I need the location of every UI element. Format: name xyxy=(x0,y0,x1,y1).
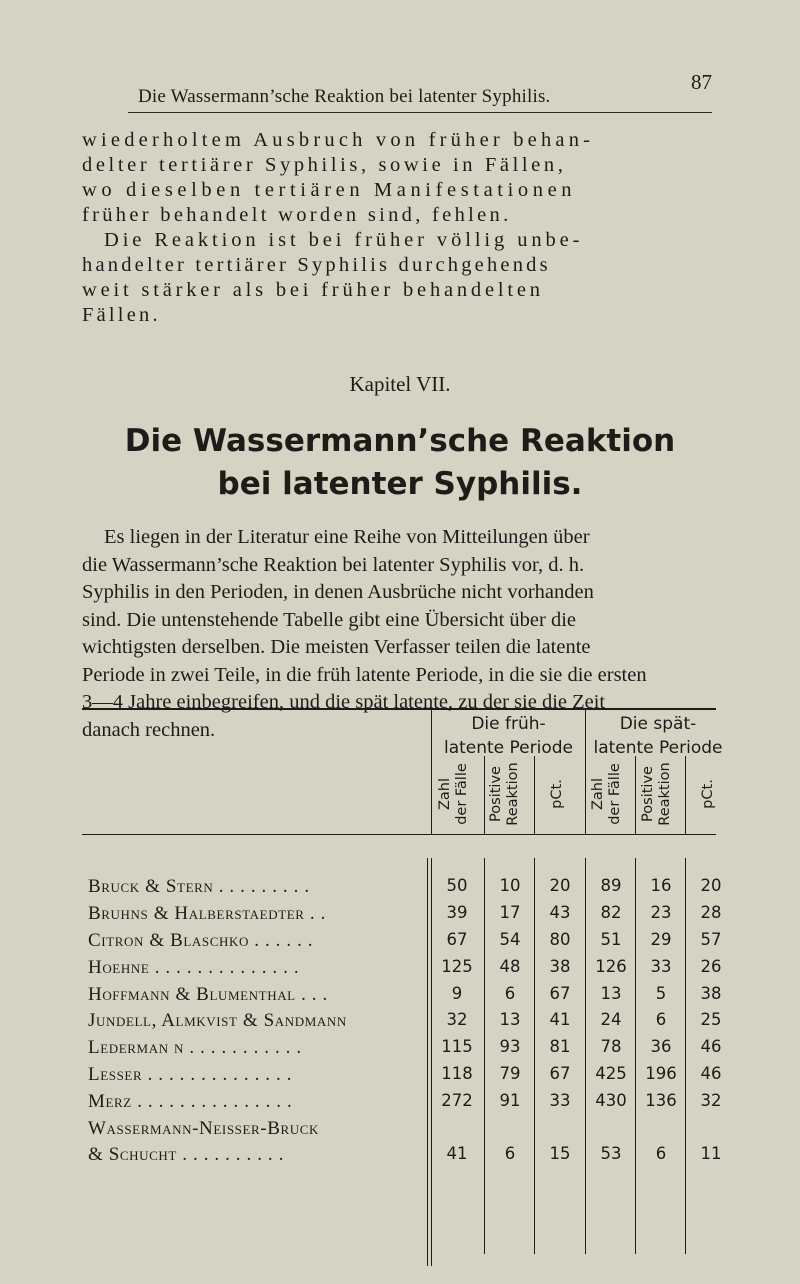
row-value: 26 xyxy=(700,957,722,976)
col-header-text: Reaktion xyxy=(505,762,521,826)
row-value: 81 xyxy=(549,1037,571,1056)
header-rule xyxy=(128,112,712,113)
row-value: 41 xyxy=(446,1144,468,1163)
table-divider xyxy=(484,756,485,834)
table-row xyxy=(82,930,722,958)
col-header-text: Zahl xyxy=(437,777,453,811)
body-line: 3—4 Jahre einbegreifen, und die spät latente, zu der sie die Zeit xyxy=(82,691,606,713)
row-value: 39 xyxy=(446,903,468,922)
row-value: 5 xyxy=(655,984,667,1003)
row-value: 136 xyxy=(645,1091,677,1110)
col-header-text: pCt. xyxy=(549,779,565,809)
table-row xyxy=(82,984,722,1012)
row-value: 79 xyxy=(499,1064,521,1083)
row-value: 24 xyxy=(600,1010,622,1029)
row-value: 6 xyxy=(504,1144,516,1163)
table-row xyxy=(82,1010,722,1038)
col-header-zahl-late xyxy=(590,755,630,833)
row-value: 118 xyxy=(441,1064,473,1083)
group-header-late-line2: latente Periode xyxy=(593,738,723,758)
row-value: 430 xyxy=(595,1091,627,1110)
intro-line: delter tertiärer Syphilis, sowie in Fällen, xyxy=(82,154,567,176)
group-header-early-line1: Die früh- xyxy=(471,714,546,734)
row-value: 25 xyxy=(700,1010,722,1029)
row-author: Hoehne . . . . . . . . . . . . . . xyxy=(88,957,300,978)
row-value: 23 xyxy=(650,903,672,922)
row-value: 17 xyxy=(499,903,521,922)
col-header-text: Positive xyxy=(640,766,656,822)
row-value: 32 xyxy=(700,1091,722,1110)
col-header-text: der Fälle xyxy=(607,763,623,825)
row-value: 32 xyxy=(446,1010,468,1029)
body-line: Periode in zwei Teile, in die früh latente Periode, in die sie die ersten xyxy=(82,663,647,686)
row-value: 53 xyxy=(600,1144,622,1163)
row-value: 78 xyxy=(600,1037,622,1056)
row-value: 50 xyxy=(446,876,468,895)
intro-line: handelter tertiärer Syphilis durchgehends xyxy=(82,254,551,276)
table-header-rule xyxy=(82,834,716,835)
table-row xyxy=(82,1118,722,1146)
row-value: 15 xyxy=(549,1144,571,1163)
page-number: 87 xyxy=(691,70,712,94)
table-divider xyxy=(685,756,686,834)
intro-line: Die Reaktion ist bei früher völlig unbe- xyxy=(104,229,584,251)
data-table xyxy=(82,708,722,1268)
running-title: Die Wassermann’sche Reaktion bei latenter Syphilis. xyxy=(138,86,551,107)
row-value: 80 xyxy=(549,930,571,949)
row-value: 67 xyxy=(446,930,468,949)
row-value: 126 xyxy=(595,957,627,976)
table-divider xyxy=(635,756,636,834)
row-value: 9 xyxy=(451,984,463,1003)
intro-line: wiederholtem Ausbruch von früher behan- xyxy=(82,129,595,151)
intro-line: wo dieselben tertiären Manifestationen xyxy=(82,179,577,201)
row-value: 89 xyxy=(600,876,622,895)
body-line: Es liegen in der Literatur eine Reihe von Mitteilungen über xyxy=(104,526,590,548)
body-line: die Wassermann’sche Reaktion bei latenter Syphilis vor, d. h. xyxy=(82,553,585,576)
row-value: 10 xyxy=(499,876,521,895)
row-author: Bruhns & Halberstaedter . . xyxy=(88,903,326,924)
row-value: 82 xyxy=(600,903,622,922)
row-value: 41 xyxy=(549,1010,571,1029)
row-author: Wassermann-Neisser-Bruck xyxy=(88,1118,320,1139)
row-value: 115 xyxy=(441,1037,473,1056)
intro-line: weit stärker als bei früher behandelten xyxy=(82,279,544,301)
body-line: wichtigsten derselben. Die meisten Verfasser teilen die latente xyxy=(82,636,591,658)
table-divider xyxy=(534,756,535,834)
table-row xyxy=(82,957,722,985)
row-value: 51 xyxy=(600,930,622,949)
row-author: Lederman n . . . . . . . . . . . xyxy=(88,1037,302,1058)
row-value: 28 xyxy=(700,903,722,922)
chapter-title-line1: Die Wassermann’sche Reaktion xyxy=(124,423,676,459)
row-value: 57 xyxy=(700,930,722,949)
row-value: 6 xyxy=(655,1010,667,1029)
body-line: Syphilis in den Perioden, in denen Ausbrüche nicht vorhanden xyxy=(82,581,594,603)
row-value: 425 xyxy=(595,1064,627,1083)
col-header-text: Positive xyxy=(488,766,504,822)
table-row xyxy=(82,876,722,904)
row-author: Hoffmann & Blumenthal . . . xyxy=(88,984,328,1005)
col-header-text: pCt. xyxy=(700,779,716,809)
row-value: 54 xyxy=(499,930,521,949)
group-header-early-line2: latente Periode xyxy=(443,738,574,758)
group-header-late-line1: Die spät- xyxy=(619,714,697,734)
table-top-rule xyxy=(82,708,716,710)
row-value: 196 xyxy=(645,1064,677,1083)
table-row xyxy=(82,1037,722,1065)
row-value: 46 xyxy=(700,1064,722,1083)
row-value: 6 xyxy=(504,984,516,1003)
row-value: 29 xyxy=(650,930,672,949)
row-value: 16 xyxy=(650,876,672,895)
row-value: 91 xyxy=(499,1091,521,1110)
col-header-zahl-early xyxy=(437,755,477,833)
row-value: 13 xyxy=(600,984,622,1003)
row-value: 46 xyxy=(700,1037,722,1056)
row-value: 33 xyxy=(650,957,672,976)
row-value: 48 xyxy=(499,957,521,976)
body-line: danach rechnen. xyxy=(82,718,216,741)
row-author: Bruck & Stern . . . . . . . . . xyxy=(88,876,310,897)
group-header-late xyxy=(582,712,734,760)
row-value: 20 xyxy=(700,876,722,895)
col-header-positive-late xyxy=(640,755,680,833)
row-author: & Schucht . . . . . . . . . . xyxy=(88,1144,284,1165)
col-header-text: der Fälle xyxy=(454,763,470,825)
body-line: sind. Die untenstehende Tabelle gibt eine Übersicht über die xyxy=(82,608,577,631)
row-value: 20 xyxy=(549,876,571,895)
row-value: 6 xyxy=(655,1144,667,1163)
row-author: Merz . . . . . . . . . . . . . . . xyxy=(88,1091,293,1112)
row-value: 36 xyxy=(650,1037,672,1056)
chapter-label: Kapitel VII. xyxy=(349,372,451,396)
running-header xyxy=(128,70,712,114)
row-value: 33 xyxy=(549,1091,571,1110)
row-author: Jundell, Almkvist & Sandmann xyxy=(88,1010,347,1031)
row-value: 93 xyxy=(499,1037,521,1056)
intro-paragraph xyxy=(82,128,722,328)
col-header-positive-early xyxy=(488,755,528,833)
table-row xyxy=(82,903,722,931)
row-value: 67 xyxy=(549,1064,571,1083)
row-value: 13 xyxy=(499,1010,521,1029)
row-value: 38 xyxy=(549,957,571,976)
row-value: 125 xyxy=(441,957,473,976)
col-header-text: Zahl xyxy=(590,777,606,811)
intro-line: früher behandelt worden sind, fehlen. xyxy=(82,204,512,226)
row-author: Citron & Blaschko . . . . . . xyxy=(88,930,314,951)
row-value: 11 xyxy=(700,1144,722,1163)
row-value: 38 xyxy=(700,984,722,1003)
row-value: 272 xyxy=(441,1091,473,1110)
row-value: 43 xyxy=(549,903,571,922)
col-header-text: Reaktion xyxy=(657,762,673,826)
row-author: Lesser . . . . . . . . . . . . . . xyxy=(88,1064,293,1085)
group-header-early xyxy=(432,712,585,760)
col-header-pct-early xyxy=(549,755,569,833)
table-row xyxy=(82,1144,722,1172)
col-header-pct-late xyxy=(700,755,720,833)
table-row xyxy=(82,1064,722,1092)
row-value: 67 xyxy=(549,984,571,1003)
table-row xyxy=(82,1091,722,1119)
intro-line: Fällen. xyxy=(82,304,161,326)
chapter-title-line2: bei latenter Syphilis. xyxy=(217,466,583,502)
